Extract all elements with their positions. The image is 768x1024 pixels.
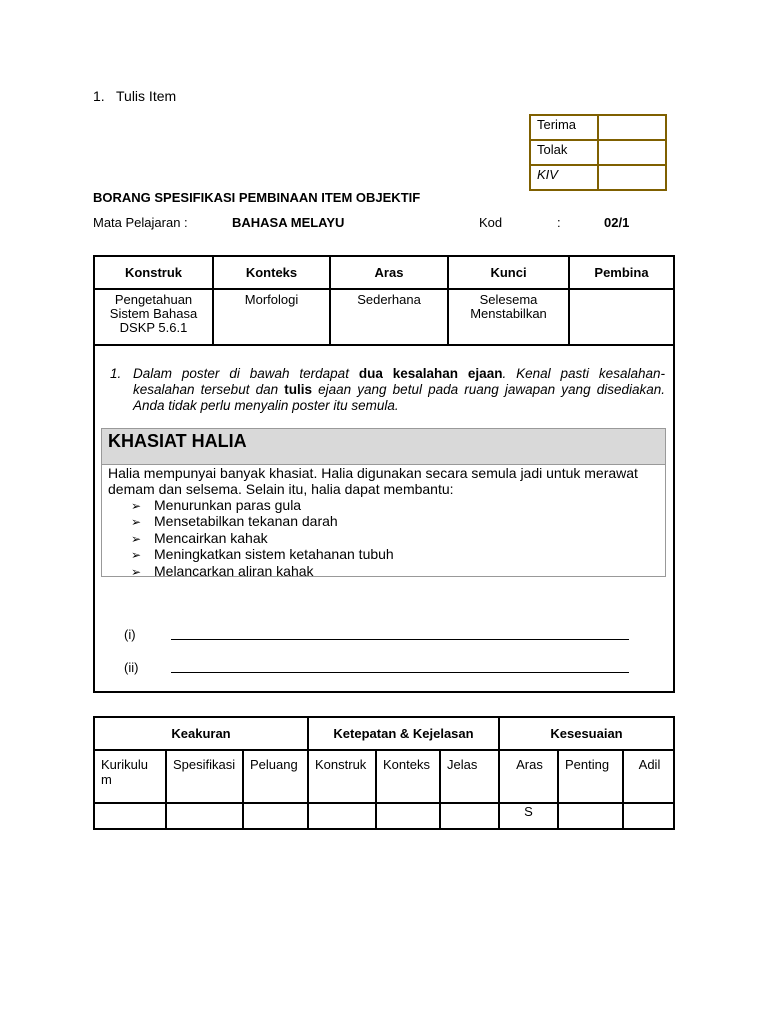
spec-value-level: Sederhana bbox=[330, 289, 448, 345]
answer-label-2: (ii) bbox=[124, 660, 139, 675]
list-item bbox=[131, 531, 394, 547]
question-body bbox=[133, 366, 665, 414]
answer-line-2[interactable] bbox=[171, 672, 629, 673]
list-item-text: Meningkatkan sistem ketahanan tubuh bbox=[154, 546, 394, 563]
spec-value-construct: Pengetahuan Sistem Bahasa DSKP 5.6.1 bbox=[94, 289, 213, 345]
poster-intro: Halia mempunyai banyak khasiat. Halia digunakan secara semula jadi untuk merawat demam dan selsema. Selain itu, halia dapat membantu: bbox=[108, 465, 638, 497]
list-item bbox=[131, 547, 394, 563]
heading-number: 1. bbox=[93, 88, 105, 104]
list-item bbox=[131, 514, 394, 530]
status-box bbox=[529, 114, 667, 191]
eval-group-row bbox=[94, 717, 674, 750]
spec-value-author[interactable] bbox=[569, 289, 674, 345]
list-item bbox=[131, 564, 394, 580]
eval-sub-construct: Konstruk bbox=[308, 750, 376, 803]
question-bold-2: tulis bbox=[284, 382, 312, 397]
spec-header-row bbox=[94, 256, 674, 289]
status-label-reject: Tolak bbox=[530, 140, 598, 165]
eval-cell-level-overflow[interactable]: S bbox=[499, 803, 558, 829]
eval-group-accuracy: Keakuran bbox=[94, 717, 308, 750]
arrow-bullet-icon: ➢ bbox=[131, 548, 142, 563]
list-item-text: Melancarkan aliran kahak bbox=[154, 562, 314, 579]
eval-sub-specification: Spesifikasi bbox=[166, 750, 243, 803]
spec-header-key: Kunci bbox=[448, 256, 569, 289]
subject-value: BAHASA MELAYU bbox=[232, 215, 345, 230]
status-value-accept[interactable] bbox=[598, 115, 666, 140]
spec-value-key: Selesema Menstabilkan bbox=[448, 289, 569, 345]
poster-title: KHASIAT HALIA bbox=[108, 431, 247, 451]
answer-label-1: (i) bbox=[124, 627, 136, 642]
eval-cell[interactable] bbox=[94, 803, 166, 829]
eval-cell[interactable] bbox=[243, 803, 308, 829]
arrow-bullet-icon: ➢ bbox=[131, 531, 142, 546]
eval-cell[interactable] bbox=[623, 803, 674, 829]
arrow-bullet-icon: ➢ bbox=[131, 515, 142, 530]
code-colon: : bbox=[557, 215, 561, 230]
status-label-accept: Terima bbox=[530, 115, 598, 140]
status-row-kiv bbox=[530, 165, 666, 190]
form-title: BORANG SPESIFIKASI PEMBINAAN ITEM OBJEKTIF bbox=[93, 190, 421, 205]
status-value-reject[interactable] bbox=[598, 140, 666, 165]
status-row-reject bbox=[530, 140, 666, 165]
question-part-3: ejaan yang betul pada ruang jawapan yang disediakan. Anda tidak perlu menyalin poster itu semula. bbox=[133, 382, 665, 413]
spec-table bbox=[93, 255, 675, 346]
list-item-text: Menurunkan paras gula bbox=[154, 497, 302, 513]
status-row-accept bbox=[530, 115, 666, 140]
evaluation-table bbox=[93, 716, 675, 830]
eval-sub-level: Aras bbox=[499, 750, 558, 803]
eval-cell[interactable] bbox=[376, 803, 440, 829]
eval-sub-opportunity: Peluang bbox=[243, 750, 308, 803]
eval-cell[interactable] bbox=[308, 803, 376, 829]
question-part-1: Dalam poster di bawah terdapat bbox=[133, 366, 359, 381]
status-label-kiv: KIV bbox=[530, 165, 598, 190]
eval-sub-important: Penting bbox=[558, 750, 623, 803]
heading-title: Tulis Item bbox=[116, 88, 177, 104]
eval-sub-context: Konteks bbox=[376, 750, 440, 803]
code-value: 02/1 bbox=[604, 215, 630, 230]
status-value-kiv[interactable] bbox=[598, 165, 666, 190]
question-part-2: . Kenal pasti kesalahan-kesalahan tersebut dan bbox=[133, 366, 665, 397]
eval-group-clarity: Ketepatan & Kejelasan bbox=[308, 717, 499, 750]
spec-header-author: Pembina bbox=[569, 256, 674, 289]
question-text bbox=[108, 366, 665, 414]
question-bold-1: dua kesalahan ejaan bbox=[358, 366, 503, 381]
eval-cell[interactable] bbox=[440, 803, 499, 829]
subject-label: Mata Pelajaran : bbox=[93, 215, 188, 230]
list-item bbox=[131, 498, 394, 514]
eval-sub-clear: Jelas bbox=[440, 750, 499, 803]
eval-cell[interactable] bbox=[166, 803, 243, 829]
list-item-text: Mencairkan kahak bbox=[154, 529, 268, 546]
eval-value-row bbox=[94, 803, 674, 829]
spec-header-construct: Konstruk bbox=[94, 256, 213, 289]
eval-sub-curriculum: Kurikulu m bbox=[94, 750, 166, 803]
answer-line-1[interactable] bbox=[171, 639, 629, 640]
spec-header-level: Aras bbox=[330, 256, 448, 289]
list-item-text: Mensetabilkan tekanan darah bbox=[154, 513, 338, 530]
eval-sub-fair: Adil bbox=[623, 750, 674, 803]
spec-value-context: Morfologi bbox=[213, 289, 330, 345]
eval-cell[interactable] bbox=[558, 803, 623, 829]
question-number: 1. bbox=[110, 366, 122, 381]
arrow-bullet-icon: ➢ bbox=[131, 499, 142, 513]
eval-group-suitability: Kesesuaian bbox=[499, 717, 674, 750]
eval-subheader-row bbox=[94, 750, 674, 803]
spec-header-context: Konteks bbox=[213, 256, 330, 289]
code-label: Kod bbox=[479, 215, 503, 230]
poster-list bbox=[131, 498, 394, 580]
arrow-bullet-icon: ➢ bbox=[131, 564, 142, 579]
spec-value-row bbox=[94, 289, 674, 345]
